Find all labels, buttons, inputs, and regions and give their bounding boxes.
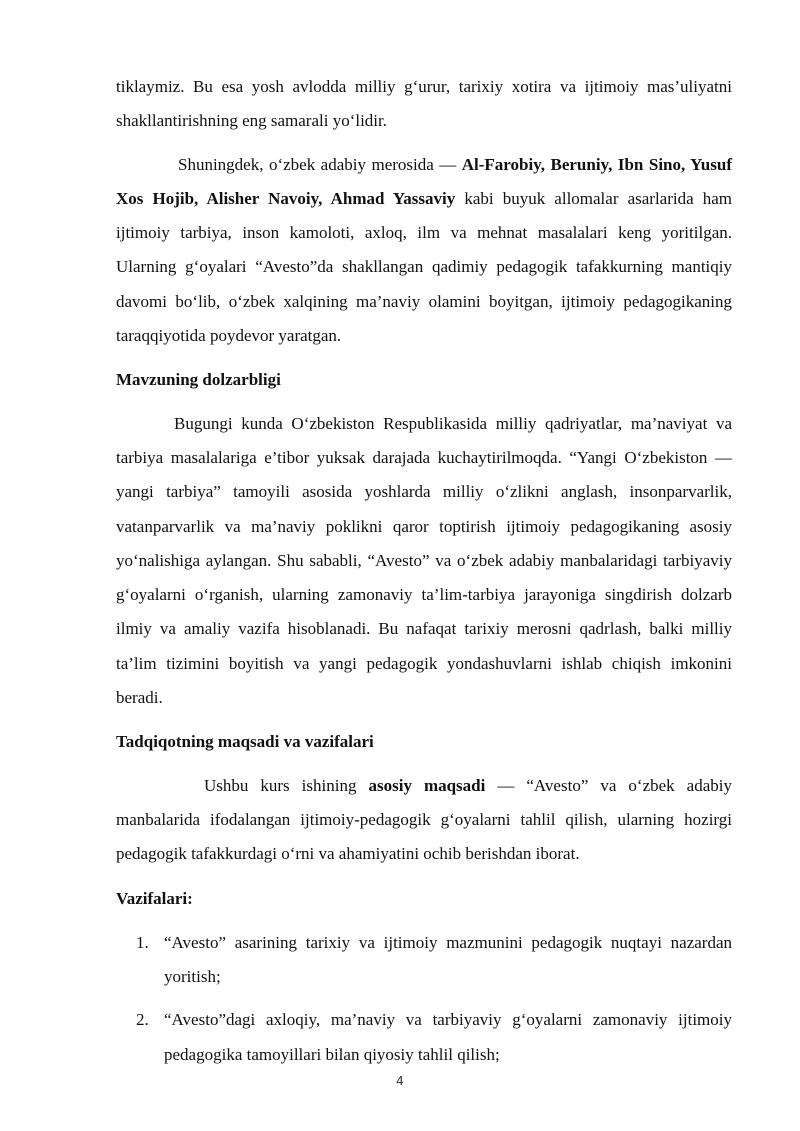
relevance-paragraph: Bugungi kunda O‘zbekiston Respublikasida milliy qadriyatlar, ma’naviyat va tarbiya masalalariga e’tibor yuksak darajada kuchaytirilmoqda. “Yangi O‘zbekiston — yangi tarbiya” tamoyili asosida yoshlarda milliy o‘zlikni anglash, insonparvarlik, vatanparvarlik va ma’naviy poklikni qaror toptirish ijtimoiy pedagogikaning asosiy yo‘nalishiga aylangan. Shu sababli, “Avesto” va o‘zbek adabiy manbalaridagi tarbiyaviy g‘oyalarni o‘rganish, ularning zamonaviy ta’lim-tarbiya jarayoniga singdirish dolzarb ilmiy va amaliy vazifa hisoblanadi. Bu nafaqat tarixiy merosni qadrlash, balki milliy ta’lim tizimini boyitish va yangi pedagogik yondashuvlarni ishlab chiqish imkonini beradi. — [116, 413, 732, 708]
heritage-post: kabi buyuk allomalar asarlarida ham ijtimoiy tarbiya, inson kamoloti, axloq, ilm va mehnat masalalari keng yoritilgan. Ularning g‘oyalari “Avesto”da shakllangan qadimiy pedagogik tafakkurning mantiqiy davomi bo‘lib, o‘zbek xalqining ma’naviy olamini boyitgan, ijtimoiy pedagogikaning taraqqiyotida poydevor yaratgan. — [116, 188, 733, 346]
tasks-heading: Vazifalari: — [116, 888, 193, 908]
heritage-paragraph — [116, 148, 732, 354]
document-page — [116, 70, 732, 1072]
list-item-number: 2. — [136, 1010, 149, 1030]
goal-post: — “Avesto” va o‘zbek adabiy manbalarida ifodalangan ijtimoiy-pedagogik g‘oyalarni tahlil qilish, ularning hozirgi pedagogik tafakkurdagi o‘rni va ahamiyatini ochib berishdan iborat. — [116, 775, 732, 864]
list-item — [116, 1003, 732, 1072]
list-item-number: 1. — [136, 932, 149, 952]
heritage-pre: Shuningdek, o‘zbek adabiy merosida — — [178, 154, 462, 174]
goal-paragraph — [116, 769, 732, 872]
relevance-heading: Mavzuning dolzarbligi — [116, 370, 281, 390]
tasks-list — [116, 926, 732, 1072]
list-item-text: “Avesto” asarining tarixiy va ijtimoiy mazmunini pedagogik nuqtayi nazardan yoritish; — [164, 932, 732, 987]
page-number: 4 — [396, 1074, 404, 1088]
heritage-names: Al-Farobiy, Beruniy, Ibn Sino, Yusuf Xos Hojib, Alisher Navoiy, Ahmad Yassaviy — [116, 154, 732, 208]
goal-pre: Ushbu kurs ishining — [204, 775, 369, 795]
list-item-text: “Avesto”dagi axloqiy, ma’naviy va tarbiyaviy g‘oyalarni zamonaviy ijtimoiy pedagogika tamoyillari bilan qiyosiy tahlil qilish; — [164, 1010, 732, 1064]
intro-paragraph: tiklaymiz. Bu esa yosh avlodda milliy g‘urur, tarixiy xotira va ijtimoiy mas’uliyatni shakllantirishning eng samarali yo‘lidir. — [116, 77, 732, 131]
list-item — [116, 926, 732, 995]
goal-heading: Tadqiqotning maqsadi va vazifalari — [116, 732, 374, 752]
goal-bold: asosiy maqsadi — [368, 775, 486, 795]
